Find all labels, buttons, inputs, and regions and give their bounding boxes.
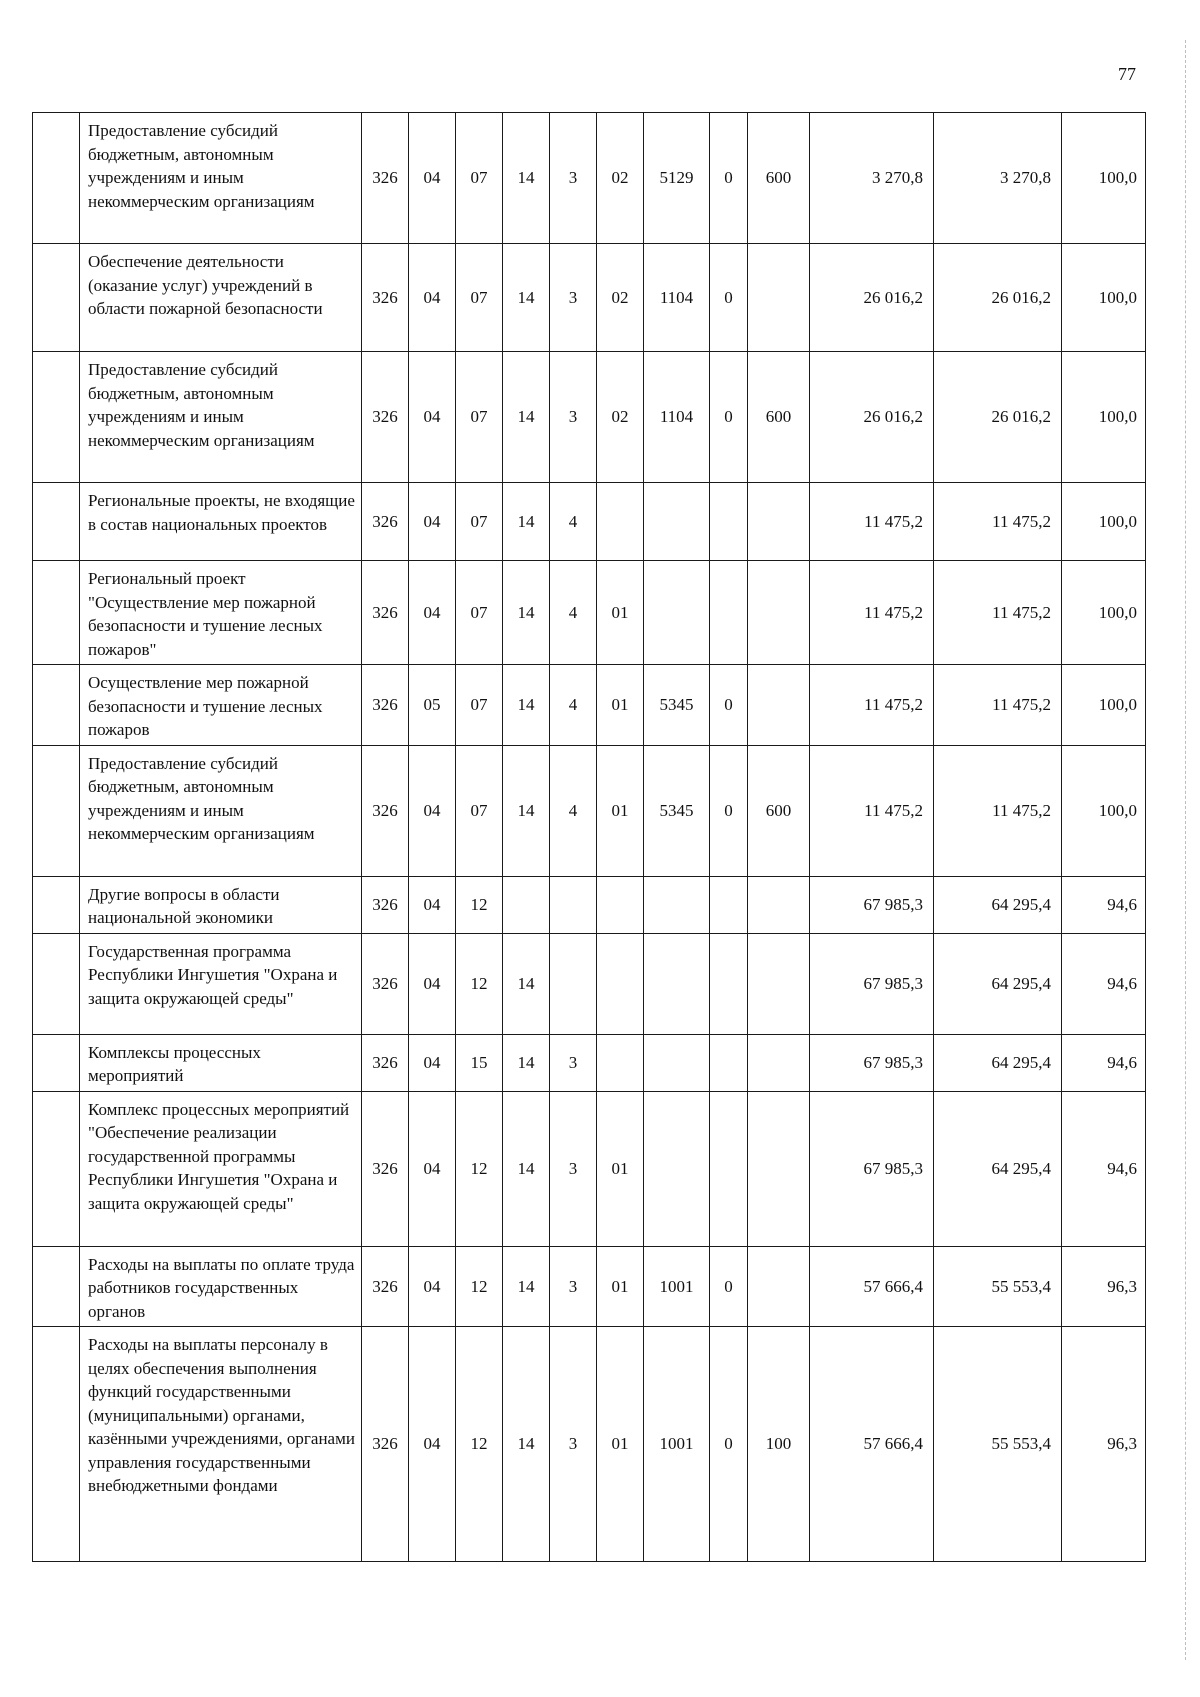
direction-suffix-cell [710,1034,748,1091]
section-code-cell: 04 [409,745,456,876]
event-code-cell: 01 [597,1091,644,1246]
subprogram-code-cell [550,933,597,1034]
section-code-cell: 04 [409,483,456,561]
item-name-cell: Другие вопросы в области национальной экономики [80,876,362,933]
page-number: 77 [1118,64,1136,84]
expense-type-code-cell [748,1246,810,1327]
row-number-cell [33,352,80,483]
direction-suffix-cell [710,1091,748,1246]
direction-code-cell: 5345 [644,665,710,746]
row-number-cell [33,1091,80,1246]
gov-code-cell: 326 [362,933,409,1034]
planned-amount-cell: 57 666,4 [810,1327,934,1562]
program-code-cell: 14 [503,244,550,352]
planned-amount-cell: 26 016,2 [810,244,934,352]
direction-suffix-cell: 0 [710,113,748,244]
planned-amount-cell: 11 475,2 [810,745,934,876]
event-code-cell: 01 [597,561,644,665]
subprogram-code-cell: 3 [550,1091,597,1246]
direction-code-cell [644,1091,710,1246]
planned-amount-cell: 11 475,2 [810,561,934,665]
row-number-cell [33,876,80,933]
executed-amount-cell: 64 295,4 [934,1034,1062,1091]
program-code-cell: 14 [503,1327,550,1562]
executed-amount-cell: 55 553,4 [934,1327,1062,1562]
expense-type-code-cell: 600 [748,745,810,876]
percent-cell: 94,6 [1062,933,1146,1034]
subsection-code-cell: 07 [456,745,503,876]
event-code-cell: 02 [597,113,644,244]
event-code-cell: 01 [597,665,644,746]
planned-amount-cell: 3 270,8 [810,113,934,244]
percent-cell: 100,0 [1062,113,1146,244]
direction-code-cell: 1104 [644,352,710,483]
program-code-cell: 14 [503,561,550,665]
direction-suffix-cell: 0 [710,352,748,483]
percent-cell: 94,6 [1062,876,1146,933]
item-name-cell: Государственная программа Республики Ингушетия "Охрана и защита окружающей среды" [80,933,362,1034]
subsection-code-cell: 12 [456,876,503,933]
gov-code-cell: 326 [362,352,409,483]
table-row [33,352,1146,483]
row-number-cell [33,244,80,352]
expense-type-code-cell [748,665,810,746]
table-row [33,1091,1146,1246]
program-code-cell: 14 [503,745,550,876]
planned-amount-cell: 57 666,4 [810,1246,934,1327]
event-code-cell: 01 [597,1327,644,1562]
item-name-cell: Региональный проект "Осуществление мер пожарной безопасности и тушение лесных пожаров" [80,561,362,665]
event-code-cell: 01 [597,745,644,876]
item-name-cell: Комплексы процессных мероприятий [80,1034,362,1091]
direction-code-cell [644,483,710,561]
gov-code-cell: 326 [362,1246,409,1327]
executed-amount-cell: 11 475,2 [934,665,1062,746]
section-code-cell: 04 [409,1327,456,1562]
item-name-cell: Обеспечение деятельности (оказание услуг) учреждений в области пожарной безопасности [80,244,362,352]
executed-amount-cell: 64 295,4 [934,933,1062,1034]
row-number-cell [33,483,80,561]
table-row [33,933,1146,1034]
planned-amount-cell: 67 985,3 [810,1034,934,1091]
scan-edge-line [1185,40,1188,1660]
table-row [33,665,1146,746]
row-number-cell [33,933,80,1034]
executed-amount-cell: 11 475,2 [934,483,1062,561]
row-number-cell [33,745,80,876]
executed-amount-cell: 55 553,4 [934,1246,1062,1327]
direction-suffix-cell: 0 [710,244,748,352]
direction-suffix-cell: 0 [710,1327,748,1562]
event-code-cell: 01 [597,1246,644,1327]
row-number-cell [33,1246,80,1327]
program-code-cell: 14 [503,1034,550,1091]
gov-code-cell: 326 [362,244,409,352]
subprogram-code-cell: 3 [550,113,597,244]
event-code-cell: 02 [597,352,644,483]
planned-amount-cell: 67 985,3 [810,876,934,933]
executed-amount-cell: 3 270,8 [934,113,1062,244]
planned-amount-cell: 67 985,3 [810,1091,934,1246]
row-number-cell [33,1034,80,1091]
subprogram-code-cell: 4 [550,561,597,665]
percent-cell: 100,0 [1062,352,1146,483]
subprogram-code-cell: 4 [550,665,597,746]
direction-suffix-cell: 0 [710,1246,748,1327]
row-number-cell [33,665,80,746]
item-name-cell: Комплекс процессных мероприятий "Обеспечение реализации государственной программы Республики Ингушетия "Охрана и защита окружающей среды" [80,1091,362,1246]
expense-type-code-cell: 100 [748,1327,810,1562]
expense-type-code-cell [748,483,810,561]
executed-amount-cell: 64 295,4 [934,876,1062,933]
expense-type-code-cell [748,1091,810,1246]
subsection-code-cell: 07 [456,352,503,483]
subsection-code-cell: 12 [456,1091,503,1246]
subprogram-code-cell: 4 [550,483,597,561]
event-code-cell [597,1034,644,1091]
planned-amount-cell: 11 475,2 [810,483,934,561]
percent-cell: 100,0 [1062,745,1146,876]
event-code-cell: 02 [597,244,644,352]
expense-type-code-cell: 600 [748,113,810,244]
program-code-cell: 14 [503,1246,550,1327]
direction-code-cell [644,933,710,1034]
table-row [33,244,1146,352]
planned-amount-cell: 11 475,2 [810,665,934,746]
subsection-code-cell: 07 [456,244,503,352]
program-code-cell: 14 [503,352,550,483]
row-number-cell [33,561,80,665]
subsection-code-cell: 07 [456,561,503,665]
subsection-code-cell: 12 [456,1327,503,1562]
executed-amount-cell: 64 295,4 [934,1091,1062,1246]
gov-code-cell: 326 [362,483,409,561]
gov-code-cell: 326 [362,1034,409,1091]
section-code-cell: 04 [409,1034,456,1091]
subprogram-code-cell: 3 [550,352,597,483]
percent-cell: 100,0 [1062,483,1146,561]
table-row [33,745,1146,876]
gov-code-cell: 326 [362,561,409,665]
expense-type-code-cell [748,876,810,933]
direction-suffix-cell [710,483,748,561]
item-name-cell: Предоставление субсидий бюджетным, автономным учреждениям и иным некоммерческим организациям [80,113,362,244]
direction-suffix-cell: 0 [710,665,748,746]
direction-code-cell: 5345 [644,745,710,876]
table-row [33,876,1146,933]
program-code-cell [503,876,550,933]
section-code-cell: 04 [409,113,456,244]
direction-code-cell: 1001 [644,1246,710,1327]
direction-code-cell: 5129 [644,113,710,244]
gov-code-cell: 326 [362,1091,409,1246]
subprogram-code-cell: 4 [550,745,597,876]
expense-type-code-cell [748,1034,810,1091]
percent-cell: 100,0 [1062,244,1146,352]
program-code-cell: 14 [503,1091,550,1246]
executed-amount-cell: 11 475,2 [934,561,1062,665]
direction-code-cell [644,1034,710,1091]
subsection-code-cell: 12 [456,1246,503,1327]
executed-amount-cell: 26 016,2 [934,244,1062,352]
subsection-code-cell: 15 [456,1034,503,1091]
planned-amount-cell: 26 016,2 [810,352,934,483]
table-row [33,561,1146,665]
subprogram-code-cell [550,876,597,933]
item-name-cell: Расходы на выплаты по оплате труда работников государственных органов [80,1246,362,1327]
program-code-cell: 14 [503,933,550,1034]
gov-code-cell: 326 [362,876,409,933]
section-code-cell: 04 [409,561,456,665]
subsection-code-cell: 07 [456,665,503,746]
budget-table [32,112,1146,1562]
budget-table-body [33,113,1146,1562]
event-code-cell [597,933,644,1034]
section-code-cell: 04 [409,1091,456,1246]
executed-amount-cell: 11 475,2 [934,745,1062,876]
direction-suffix-cell: 0 [710,745,748,876]
direction-suffix-cell [710,561,748,665]
executed-amount-cell: 26 016,2 [934,352,1062,483]
expense-type-code-cell: 600 [748,352,810,483]
expense-type-code-cell [748,933,810,1034]
percent-cell: 96,3 [1062,1327,1146,1562]
item-name-cell: Региональные проекты, не входящие в состав национальных проектов [80,483,362,561]
section-code-cell: 05 [409,665,456,746]
percent-cell: 100,0 [1062,561,1146,665]
table-row [33,1327,1146,1562]
section-code-cell: 04 [409,933,456,1034]
subprogram-code-cell: 3 [550,1034,597,1091]
program-code-cell: 14 [503,483,550,561]
table-row [33,113,1146,244]
subprogram-code-cell: 3 [550,1327,597,1562]
direction-code-cell [644,561,710,665]
program-code-cell: 14 [503,665,550,746]
expense-type-code-cell [748,244,810,352]
event-code-cell [597,483,644,561]
event-code-cell [597,876,644,933]
section-code-cell: 04 [409,876,456,933]
section-code-cell: 04 [409,1246,456,1327]
table-row [33,1034,1146,1091]
expense-type-code-cell [748,561,810,665]
row-number-cell [33,1327,80,1562]
row-number-cell [33,113,80,244]
item-name-cell: Осуществление мер пожарной безопасности и тушение лесных пожаров [80,665,362,746]
gov-code-cell: 326 [362,113,409,244]
planned-amount-cell: 67 985,3 [810,933,934,1034]
subsection-code-cell: 12 [456,933,503,1034]
direction-code-cell [644,876,710,933]
section-code-cell: 04 [409,244,456,352]
percent-cell: 100,0 [1062,665,1146,746]
item-name-cell: Расходы на выплаты персоналу в целях обеспечения выполнения функций государственными (муниципальными) органами, казёнными учреждениями, органами управления государственными внебюджетными фондами [80,1327,362,1562]
table-row [33,483,1146,561]
gov-code-cell: 326 [362,665,409,746]
gov-code-cell: 326 [362,1327,409,1562]
subprogram-code-cell: 3 [550,1246,597,1327]
subsection-code-cell: 07 [456,113,503,244]
direction-suffix-cell [710,876,748,933]
gov-code-cell: 326 [362,745,409,876]
direction-code-cell: 1104 [644,244,710,352]
percent-cell: 94,6 [1062,1091,1146,1246]
direction-code-cell: 1001 [644,1327,710,1562]
program-code-cell: 14 [503,113,550,244]
direction-suffix-cell [710,933,748,1034]
subsection-code-cell: 07 [456,483,503,561]
item-name-cell: Предоставление субсидий бюджетным, автономным учреждениям и иным некоммерческим организациям [80,745,362,876]
percent-cell: 94,6 [1062,1034,1146,1091]
item-name-cell: Предоставление субсидий бюджетным, автономным учреждениям и иным некоммерческим организациям [80,352,362,483]
section-code-cell: 04 [409,352,456,483]
percent-cell: 96,3 [1062,1246,1146,1327]
subprogram-code-cell: 3 [550,244,597,352]
table-row [33,1246,1146,1327]
